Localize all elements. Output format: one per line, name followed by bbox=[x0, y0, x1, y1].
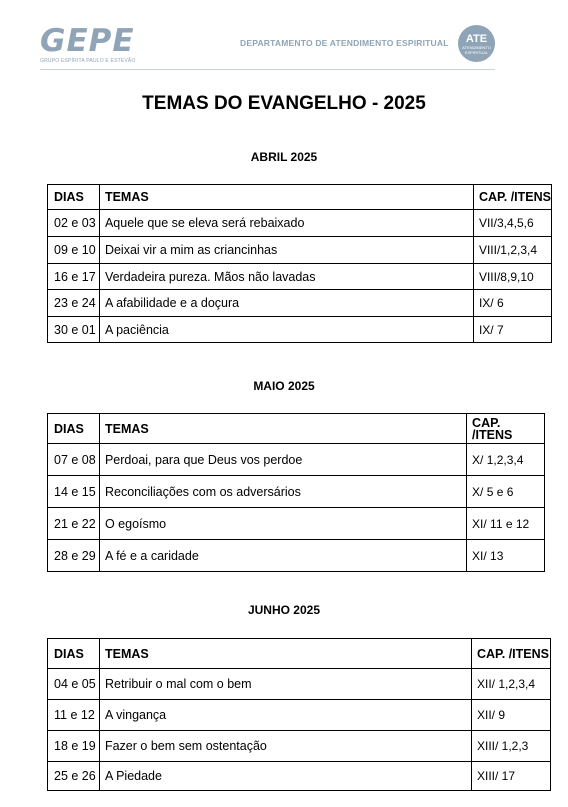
row-tema: Aquele que se eleva será rebaixado bbox=[99, 210, 473, 237]
row-cap: IX/ 7 bbox=[473, 317, 551, 343]
table-header-row bbox=[48, 639, 551, 669]
row-dias: 11 e 12 bbox=[48, 700, 100, 731]
table-row bbox=[48, 476, 545, 508]
row-tema: A paciência bbox=[99, 317, 473, 343]
row-tema: A fé e a caridade bbox=[99, 540, 466, 572]
row-tema: Reconciliações com os adversários bbox=[99, 476, 466, 508]
table-header-row bbox=[48, 185, 552, 210]
row-tema: Retribuir o mal com o bem bbox=[99, 669, 471, 700]
header-cap: CAP. /ITENS bbox=[467, 414, 545, 444]
row-dias: 02 e 03 bbox=[48, 210, 100, 237]
row-cap: XIII/ 17 bbox=[471, 762, 550, 791]
row-tema: Verdadeira pureza. Mãos não lavadas bbox=[99, 264, 473, 290]
page-title: TEMAS DO EVANGELHO - 2025 bbox=[142, 93, 426, 114]
row-tema: Perdoai, para que Deus vos perdoe bbox=[99, 444, 466, 476]
table-row bbox=[48, 508, 545, 540]
ate-logo-text: ATE bbox=[465, 33, 488, 45]
row-cap: VIII/8,9,10 bbox=[473, 264, 551, 290]
row-cap: VIII/1,2,3,4 bbox=[473, 237, 551, 264]
row-cap: IX/ 6 bbox=[473, 290, 551, 317]
row-tema: A afabilidade e a doçura bbox=[99, 290, 473, 317]
department-name: DEPARTAMENTO DE ATENDIMENTO ESPIRITUAL bbox=[240, 38, 449, 48]
header-divider bbox=[40, 69, 495, 70]
header-dias: DIAS bbox=[48, 639, 100, 669]
table-row bbox=[48, 540, 545, 572]
month-title-maio: MAIO 2025 bbox=[253, 379, 315, 393]
table-row bbox=[48, 731, 551, 762]
table-row bbox=[48, 444, 545, 476]
schedule-table-abril bbox=[47, 184, 552, 343]
row-tema: Deixai vir a mim as criancinhas bbox=[99, 237, 473, 264]
ate-logo-subtitle: ATENDIMENTO ESPIRITUAL bbox=[462, 45, 491, 55]
row-dias: 25 e 26 bbox=[48, 762, 100, 791]
row-dias: 18 e 19 bbox=[48, 731, 100, 762]
row-cap: XII/ 9 bbox=[471, 700, 550, 731]
row-dias: 23 e 24 bbox=[48, 290, 100, 317]
header-dias: DIAS bbox=[48, 185, 100, 210]
logo-text: GEPE bbox=[40, 23, 135, 59]
header-cap: CAP. /ITENS bbox=[473, 185, 551, 210]
table-header-row bbox=[48, 414, 545, 444]
ate-logo bbox=[458, 25, 495, 62]
header-temas: TEMAS bbox=[99, 414, 466, 444]
month-title-abril: ABRIL 2025 bbox=[250, 150, 318, 164]
row-tema: O egoísmo bbox=[99, 508, 466, 540]
row-dias: 09 e 10 bbox=[48, 237, 100, 264]
row-cap: XI/ 11 e 12 bbox=[467, 508, 545, 540]
header-dias: DIAS bbox=[48, 414, 100, 444]
table-row bbox=[48, 700, 551, 731]
table-row bbox=[48, 669, 551, 700]
row-dias: 30 e 01 bbox=[48, 317, 100, 343]
row-tema: A vingança bbox=[99, 700, 471, 731]
table-row bbox=[48, 290, 552, 317]
table-row bbox=[48, 210, 552, 237]
row-cap: X/ 1,2,3,4 bbox=[467, 444, 545, 476]
row-dias: 04 e 05 bbox=[48, 669, 100, 700]
table-row bbox=[48, 317, 552, 343]
schedule-table-maio bbox=[47, 413, 545, 572]
row-dias: 21 e 22 bbox=[48, 508, 100, 540]
schedule-table-junho bbox=[47, 638, 551, 791]
row-cap: X/ 5 e 6 bbox=[467, 476, 545, 508]
row-tema: Fazer o bem sem ostentação bbox=[99, 731, 471, 762]
month-title-junho: JUNHO 2025 bbox=[247, 603, 321, 617]
row-cap: VII/3,4,5,6 bbox=[473, 210, 551, 237]
header-temas: TEMAS bbox=[99, 639, 471, 669]
row-tema: A Piedade bbox=[99, 762, 471, 791]
table-row bbox=[48, 237, 552, 264]
header-cap: CAP. /ITENS bbox=[471, 639, 550, 669]
row-cap: XII/ 1,2,3,4 bbox=[471, 669, 550, 700]
header-temas: TEMAS bbox=[99, 185, 473, 210]
row-dias: 14 e 15 bbox=[48, 476, 100, 508]
row-dias: 28 e 29 bbox=[48, 540, 100, 572]
logo-subtitle: GRUPO ESPÍRITA PAULO E ESTEVÃO bbox=[40, 58, 136, 64]
row-dias: 07 e 08 bbox=[48, 444, 100, 476]
row-cap: XI/ 13 bbox=[467, 540, 545, 572]
gepe-logo bbox=[40, 23, 136, 64]
row-dias: 16 e 17 bbox=[48, 264, 100, 290]
table-row bbox=[48, 264, 552, 290]
row-cap: XIII/ 1,2,3 bbox=[471, 731, 550, 762]
table-row bbox=[48, 762, 551, 791]
